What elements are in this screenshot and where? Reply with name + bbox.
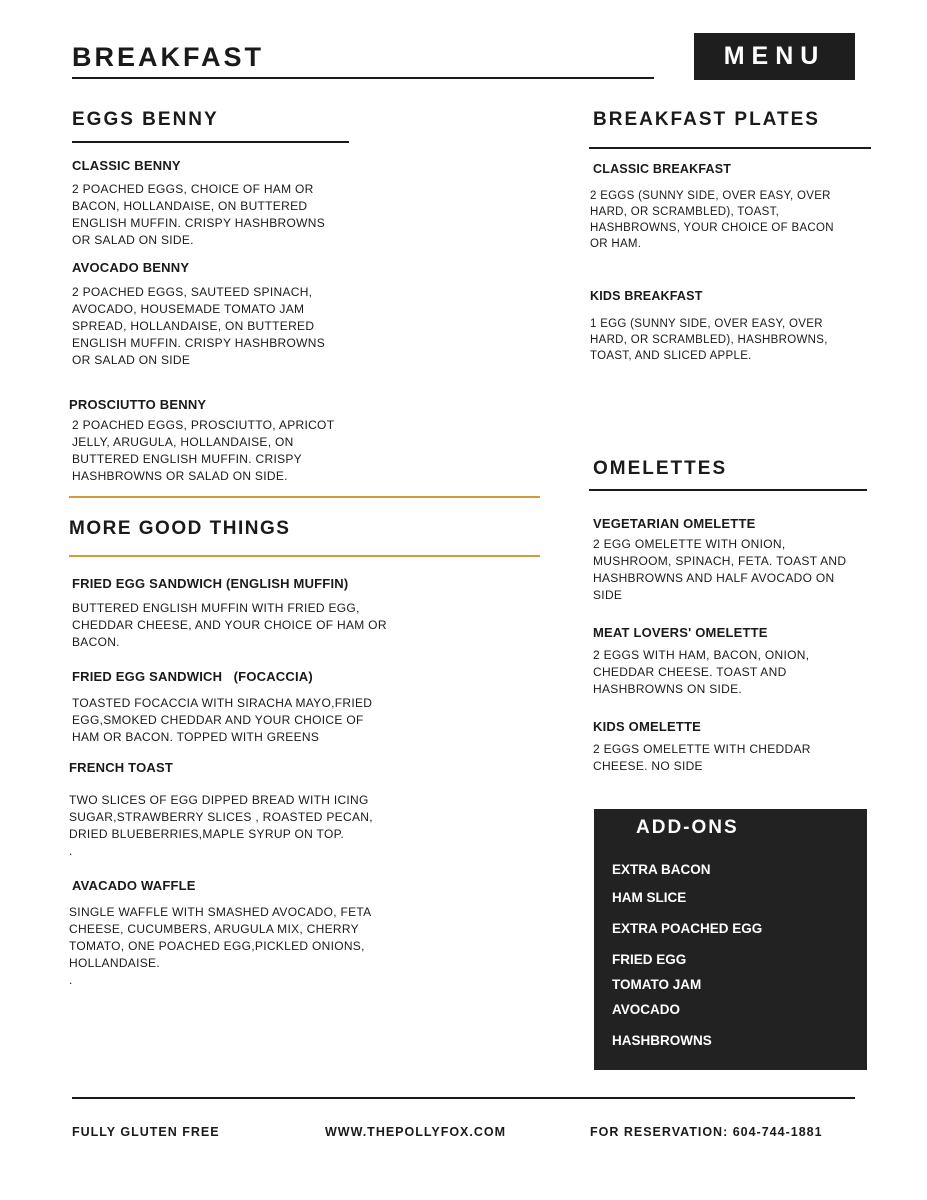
menu-item-description: TOASTED FOCACCIA WITH SIRACHA MAYO,FRIED EGG,SMOKED CHEDDAR AND YOUR CHOICE OF HAM OR BACON. TOPPED WITH GREENS [72,696,373,744]
menu-item-name: AVACADO WAFFLE [72,878,196,893]
section-heading-omelettes: OMELETTES [593,458,728,479]
addon-item: EXTRA POACHED EGG [612,921,763,936]
menu-item-description: 2 POACHED EGGS, PROSCIUTTO, APRICOT JELLY, ARUGULA, HOLLANDAISE, ON BUTTERED ENGLISH MUFFIN. CRISPY HASHBROWNS OR SALAD ON SIDE. [72,418,335,483]
menu-item-description: 2 EGGS WITH HAM, BACON, ONION, CHEDDAR CHEESE. TOAST AND HASHBROWNS ON SIDE. [593,648,810,696]
menu-item-name: MEAT LOVERS' OMELETTE [593,625,768,640]
menu-item-name: KIDS BREAKFAST [590,289,703,303]
addon-item: FRIED EGG [612,952,687,967]
menu-item-description: 2 EGG OMELETTE WITH ONION, MUSHROOM, SPINACH, FETA. TOAST AND HASHBROWNS AND HALF AVOCADO ON SIDE [593,537,847,602]
menu-item-description: 2 EGGS OMELETTE WITH CHEDDAR CHEESE. NO SIDE [593,742,811,773]
footer-divider [72,1097,855,1099]
menu-item-name: FRENCH TOAST [69,760,173,775]
section-heading-breakfast-plates: BREAKFAST PLATES [593,109,820,130]
section-heading-eggs-benny: EGGS BENNY [72,109,219,130]
menu-item-description: BUTTERED ENGLISH MUFFIN WITH FRIED EGG, CHEDDAR CHEESE, AND YOUR CHOICE OF HAM OR BACON. [72,601,387,649]
addon-item: EXTRA BACON [612,862,711,877]
menu-item-description: 2 EGGS (SUNNY SIDE, OVER EASY, OVER HARD, OR SCRAMBLED), TOAST, HASHBROWNS, YOUR CHOICE OF BACON OR HAM. [590,190,834,250]
addons-heading: ADD-ONS [636,817,739,838]
addons-panel [594,809,867,1070]
menu-item-name: CLASSIC BREAKFAST [593,162,732,176]
menu-item-name: FRIED EGG SANDWICH (ENGLISH MUFFIN) [72,576,349,591]
section-heading-more-good-things: MORE GOOD THINGS [69,518,291,539]
footer-gluten-free: FULLY GLUTEN FREE [72,1125,220,1139]
menu-item-description: 1 EGG (SUNNY SIDE, OVER EASY, OVER HARD, OR SCRAMBLED), HASHBROWNS, TOAST, AND SLICED APPLE. [590,318,828,362]
menu-item-name: KIDS OMELETTE [593,719,702,734]
menu-item-name: PROSCIUTTO BENNY [69,397,207,412]
menu-item-description: TWO SLICES OF EGG DIPPED BREAD WITH ICING SUGAR,STRAWBERRY SLICES , ROASTED PECAN, DRIED BLUEBERRIES,MAPLE SYRUP ON TOP. . [69,793,373,858]
addon-item: HASHBROWNS [612,1033,712,1048]
section-divider [72,141,349,143]
section-divider [589,147,871,149]
menu-item-description: 2 POACHED EGGS, SAUTEED SPINACH, AVOCADO, HOUSEMADE TOMATO JAM SPREAD, HOLLANDAISE, ON BUTTERED ENGLISH MUFFIN. CRISPY HASHBROWNS OR SALAD ON SIDE [72,285,326,367]
section-divider [589,489,867,491]
page-title: BREAKFAST [72,42,265,72]
menu-item-name: FRIED EGG SANDWICH (FOCACCIA) [72,669,313,684]
footer-website-link[interactable]: WWW.THEPOLLYFOX.COM [325,1125,507,1139]
menu-item-name: AVOCADO BENNY [72,260,190,275]
menu-item-name: CLASSIC BENNY [72,158,181,173]
menu-item-name: VEGETARIAN OMELETTE [593,516,756,531]
addon-item: TOMATO JAM [612,977,702,992]
addon-item: AVOCADO [612,1002,681,1017]
section-divider-gold [69,496,540,498]
addon-item: HAM SLICE [612,890,687,905]
section-divider-gold [69,555,540,557]
menu-item-description: SINGLE WAFFLE WITH SMASHED AVOCADO, FETA CHEESE, CUCUMBERS, ARUGULA MIX, CHERRY TOMATO, ONE POACHED EGG,PICKLED ONIONS, HOLLANDAISE. . [69,905,372,987]
footer-reservation-phone: FOR RESERVATION: 604-744-1881 [590,1125,823,1139]
menu-badge: MENU [694,33,855,80]
title-divider [72,77,654,79]
menu-item-description: 2 POACHED EGGS, CHOICE OF HAM OR BACON, HOLLANDAISE, ON BUTTERED ENGLISH MUFFIN. CRISPY HASHBROWNS OR SALAD ON SIDE. [72,182,326,247]
